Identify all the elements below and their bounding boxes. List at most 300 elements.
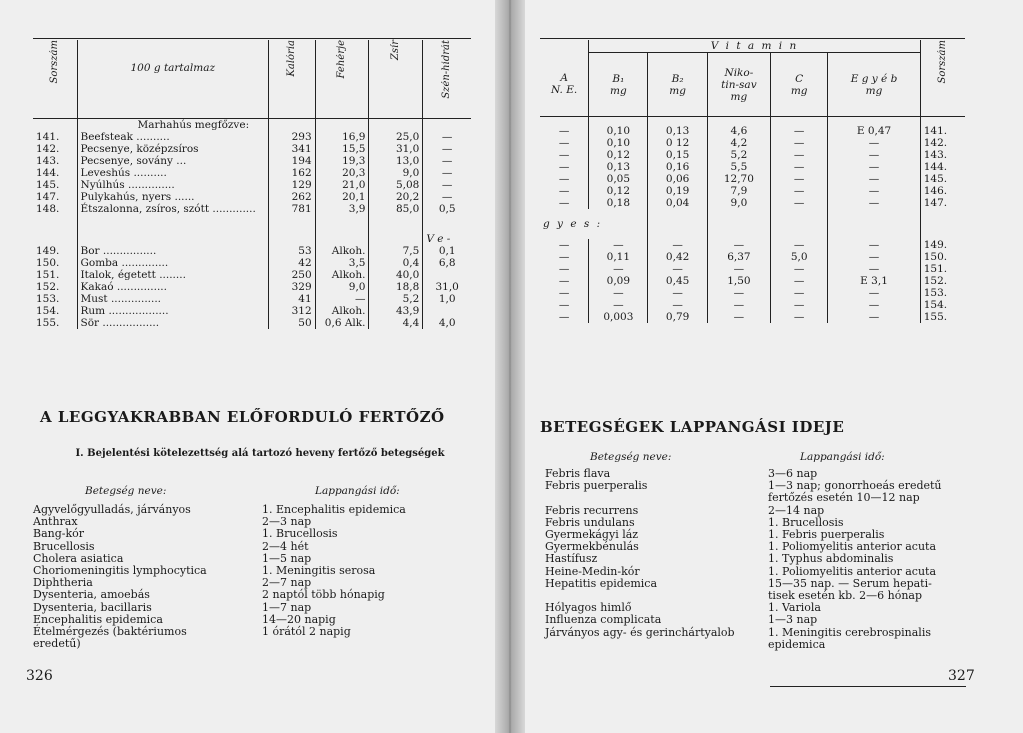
calorie-value: 50 xyxy=(269,317,316,329)
vitamin-b1-value: 0,12 xyxy=(589,149,648,161)
vitamin-c-value: 5,0 xyxy=(771,251,828,263)
table-row xyxy=(540,275,965,287)
carbohydrate-value: — xyxy=(423,167,471,179)
vitamin-b2-value: — xyxy=(648,263,707,275)
header-a: A xyxy=(560,72,568,85)
table-row xyxy=(540,137,965,149)
row-number: 149. xyxy=(36,244,60,257)
row-number: 144. xyxy=(36,166,60,179)
disease-name: Febris undulans xyxy=(545,515,635,529)
vitamin-b1-value: 0,09 xyxy=(589,275,648,287)
carbohydrate-value: 6,8 xyxy=(423,257,471,269)
food-name: Must ............... xyxy=(77,293,269,305)
table-row xyxy=(540,263,965,275)
table-row xyxy=(33,269,471,281)
vitamin-b2-value: 0,79 xyxy=(648,311,707,323)
disease-name: Febris puerperalis xyxy=(545,479,648,493)
carbohydrate-value: — xyxy=(423,131,471,143)
row-number: 147. xyxy=(920,197,965,209)
food-name: Pulykahús, nyers ...... xyxy=(77,191,269,203)
header-100g: 100 g tartalmaz xyxy=(130,62,216,74)
vitamin-c-value: — xyxy=(771,137,828,149)
table-row xyxy=(540,299,965,311)
vitamin-c-value: — xyxy=(771,161,828,173)
incubation-time: 1. Meningitis serosa xyxy=(262,564,376,578)
incubation-time: 3—6 nap xyxy=(768,467,818,480)
row-number: 151. xyxy=(920,263,965,275)
table-row xyxy=(33,155,471,167)
incubation-time: 1. Brucellosis xyxy=(262,527,338,541)
carbohydrate-value: — xyxy=(423,143,471,155)
nicotinic-acid-value: 7,9 xyxy=(707,185,770,197)
vitamin-a-value: — xyxy=(558,136,570,149)
vitamin-c-value: — xyxy=(771,299,828,311)
disease-name: Hastífusz xyxy=(545,552,598,566)
protein-value: Alkoh. xyxy=(315,305,369,317)
vitamin-b1-value: 0,13 xyxy=(589,161,648,173)
header-b2-unit: mg xyxy=(669,84,686,97)
other-vitamin-value: — xyxy=(828,197,920,209)
calorie-value: 329 xyxy=(269,281,316,293)
row-number: 141. xyxy=(920,125,965,137)
other-vitamin-value: — xyxy=(828,239,920,251)
vitamin-b2-value: 0,15 xyxy=(648,149,707,161)
disease-name: Gyermekágyi láz xyxy=(545,528,639,541)
fat-value: 13,0 xyxy=(369,155,423,167)
disease-name: Choriomeningitis lymphocytica xyxy=(33,564,207,578)
protein-value: 3,5 xyxy=(315,257,369,269)
table-row xyxy=(33,245,471,257)
other-vitamin-value: E 3,1 xyxy=(828,275,920,287)
vitamin-b1-value: 0,18 xyxy=(589,197,648,209)
table-row xyxy=(540,161,965,173)
nicotinic-acid-value: 4,6 xyxy=(707,125,770,137)
right-table-top-rule xyxy=(540,38,965,39)
incubation-time: 2—4 hét xyxy=(262,539,309,553)
vitamin-b2-value: 0,16 xyxy=(648,161,707,173)
vitamin-b1-value: 0,11 xyxy=(589,251,648,263)
row-number: 150. xyxy=(920,251,965,263)
vitamin-c-value: — xyxy=(771,239,828,251)
vitamin-b2-value: — xyxy=(648,239,707,251)
vitamin-b2-value: 0,06 xyxy=(648,173,707,185)
disease-name: Influenza complicata xyxy=(545,613,662,627)
row-number: 142. xyxy=(36,142,60,155)
vitamin-a-value: — xyxy=(558,160,570,173)
vitamin-a-value: — xyxy=(558,172,570,185)
incubation-time: 15—35 nap. — Serum hepati- xyxy=(768,576,932,590)
calorie-value: 129 xyxy=(269,179,316,191)
disease-name: Encephalitis epidemica xyxy=(33,612,163,626)
vitamin-b1-value: 0,10 xyxy=(589,137,648,149)
row-number: 143. xyxy=(920,149,965,161)
header-egyeb: E g y é b xyxy=(850,72,898,85)
row-number: 150. xyxy=(36,256,60,269)
disease-name: Cholera asiatica xyxy=(33,551,124,565)
fat-value: 85,0 xyxy=(369,203,423,215)
group-title: Marhahús megfőzve: xyxy=(77,118,269,131)
disease-name: eredetű) xyxy=(33,637,81,651)
disease-name: Agyvelőgyulladás, járványos xyxy=(33,503,191,516)
food-name: Rum .................. xyxy=(77,305,269,317)
vitamin-a-value: — xyxy=(558,286,570,299)
fat-value: 9,0 xyxy=(369,167,423,179)
vitamin-a-value: — xyxy=(558,298,570,311)
row-number: 144. xyxy=(920,161,965,173)
fat-value: 20,2 xyxy=(369,191,423,203)
header-b1-unit: mg xyxy=(610,84,627,97)
incubation-time: 2—7 nap xyxy=(262,576,312,590)
disease-name: Heine-Medin-kór xyxy=(545,564,640,578)
table-row xyxy=(540,125,965,137)
other-vitamin-value: — xyxy=(828,299,920,311)
table-row xyxy=(33,191,471,203)
right-bottom-rule xyxy=(770,686,966,687)
row-number: 155. xyxy=(920,311,965,323)
calorie-value: 781 xyxy=(269,203,316,215)
group-marker-right: g y e s : xyxy=(543,217,603,230)
protein-value: 15,5 xyxy=(315,143,369,155)
vitamin-b1-value: — xyxy=(589,263,648,275)
left-section-subtitle: I. Bejelentési kötelezettség alá tartozó heveny fertőző betegségek xyxy=(75,448,445,459)
incubation-time: tisek esetén kb. 2—6 hónap xyxy=(768,589,923,603)
food-name: Pecsenye, sovány ... xyxy=(77,155,269,167)
row-number: 154. xyxy=(920,299,965,311)
row-number: 148. xyxy=(36,202,60,215)
food-name: Étszalonna, zsíros, szótt ............. xyxy=(77,203,269,215)
other-vitamin-value: E 0,47 xyxy=(828,125,920,137)
vitamin-b1-value: — xyxy=(589,239,648,251)
protein-value: 20,3 xyxy=(315,167,369,179)
protein-value: Alkoh. xyxy=(315,269,369,281)
fat-value: 31,0 xyxy=(369,143,423,155)
protein-value: 3,9 xyxy=(315,203,369,215)
vitamin-c-value: — xyxy=(771,197,828,209)
left-disease-names xyxy=(33,504,258,650)
vitamin-a-value: — xyxy=(558,238,570,251)
incubation-time: fertőzés esetén 10—12 nap xyxy=(768,491,920,505)
fat-value: 40,0 xyxy=(369,269,423,281)
disease-name: Febris flava xyxy=(545,467,611,480)
row-number: 141. xyxy=(36,130,60,143)
header-b1: B₁ xyxy=(612,72,625,85)
vitamin-table xyxy=(540,40,965,323)
nicotinic-acid-value: 6,37 xyxy=(707,251,770,263)
table-row xyxy=(540,197,965,209)
carbohydrate-value xyxy=(423,269,471,281)
incubation-time: 1. Encephalitis epidemica xyxy=(262,503,406,516)
table-row xyxy=(540,149,965,161)
incubation-time: 1. Poliomyelitis anterior acuta xyxy=(768,564,937,578)
nicotinic-acid-value: — xyxy=(707,287,770,299)
vitamin-c-value: — xyxy=(771,275,828,287)
incubation-time: 1. Poliomyelitis anterior acuta xyxy=(768,540,937,554)
incubation-time: 1. Variola xyxy=(768,601,821,615)
fat-value: 0,4 xyxy=(369,257,423,269)
table-row xyxy=(540,287,965,299)
disease-name xyxy=(545,492,765,504)
vitamin-a-value: — xyxy=(558,250,570,263)
row-number: 149. xyxy=(920,239,965,251)
disease-name: Anthrax xyxy=(33,515,78,529)
food-name: Pecsenye, középzsíros xyxy=(77,143,269,155)
vitamin-title: V i t a m i n xyxy=(589,40,921,53)
carbohydrate-value: 4,0 xyxy=(423,317,471,329)
nicotinic-acid-value: 12,70 xyxy=(707,173,770,185)
header-feherje: Fehérje xyxy=(336,40,348,79)
left-col1-header: Betegség neve: xyxy=(85,485,167,497)
carbohydrate-value xyxy=(423,305,471,317)
vitamin-c-value: — xyxy=(771,185,828,197)
calorie-value: 41 xyxy=(269,293,316,305)
table-row xyxy=(540,239,965,251)
vitamin-a-value: — xyxy=(558,274,570,287)
vitamin-b2-value: 0,13 xyxy=(648,125,707,137)
vitamin-b1-value: — xyxy=(589,287,648,299)
row-number: 145. xyxy=(920,173,965,185)
protein-value: 19,3 xyxy=(315,155,369,167)
incubation-time: epidemica xyxy=(768,637,826,651)
book-gutter xyxy=(495,0,525,733)
row-number: 154. xyxy=(36,304,60,317)
protein-value: 20,1 xyxy=(315,191,369,203)
nicotinic-acid-value: 5,5 xyxy=(707,161,770,173)
calorie-value: 194 xyxy=(269,155,316,167)
vitamin-b2-value: 0 12 xyxy=(648,137,707,149)
vitamin-b1-value: 0,05 xyxy=(589,173,648,185)
incubation-time: 1. Typhus abdominalis xyxy=(768,552,894,566)
carbohydrate-value: — xyxy=(423,155,471,167)
calorie-value: 53 xyxy=(269,245,316,257)
calorie-value: 341 xyxy=(269,143,316,155)
vitamin-a-value: — xyxy=(558,184,570,197)
fat-value: 18,8 xyxy=(369,281,423,293)
incubation-time: 1 órától 2 napig xyxy=(262,625,351,639)
disease-name: Brucellosis xyxy=(33,539,95,553)
row-number: 152. xyxy=(36,280,60,293)
fat-value: 7,5 xyxy=(369,245,423,257)
food-name: Gomba .............. xyxy=(77,257,269,269)
header-sorszam-right: Sorszám xyxy=(936,40,948,84)
nicotinic-acid-value: 4,2 xyxy=(707,137,770,149)
row-number: 146. xyxy=(920,185,965,197)
nicotinic-acid-value: — xyxy=(707,299,770,311)
vitamin-b2-value: — xyxy=(648,299,707,311)
fat-value: 5,08 xyxy=(369,179,423,191)
calorie-value: 42 xyxy=(269,257,316,269)
vitamin-b2-value: 0,19 xyxy=(648,185,707,197)
row-number: 142. xyxy=(920,137,965,149)
calorie-value: 262 xyxy=(269,191,316,203)
vitamin-b1-value: 0,10 xyxy=(589,125,648,137)
page-number-left: 326 xyxy=(26,668,53,684)
row-number: 153. xyxy=(920,287,965,299)
header-egyeb-unit: mg xyxy=(865,84,883,97)
vitamin-c-value: — xyxy=(771,125,828,137)
row-number: 153. xyxy=(36,292,60,305)
vitamin-a-value: — xyxy=(558,148,570,161)
disease-name: Ételmérgezés (baktériumos xyxy=(33,625,187,639)
table-row xyxy=(33,317,471,329)
table-row xyxy=(540,173,965,185)
other-vitamin-value: — xyxy=(828,263,920,275)
disease-name: Febris recurrens xyxy=(545,503,639,517)
table-row xyxy=(33,293,471,305)
incubation-time: 1—7 nap xyxy=(262,600,312,614)
calorie-value: 312 xyxy=(269,305,316,317)
protein-value: 0,6 Alk. xyxy=(315,317,369,329)
disease-name: Járványos agy- és gerinchártyalob xyxy=(545,625,735,639)
table-row xyxy=(33,143,471,155)
disease-name: Hólyagos himlő xyxy=(545,601,632,615)
header-nikotinsav: Niko-tin-sav xyxy=(721,66,757,91)
carbohydrate-value: 0,5 xyxy=(423,203,471,215)
incubation-time: 2—3 nap xyxy=(262,515,312,529)
nicotinic-acid-value: — xyxy=(707,239,770,251)
protein-value: Alkoh. xyxy=(315,245,369,257)
vitamin-a-value: — xyxy=(558,262,570,275)
right-section-title: BETEGSÉGEK LAPPANGÁSI IDEJE xyxy=(540,418,845,436)
table-row xyxy=(33,167,471,179)
vitamin-b2-value: 0,45 xyxy=(648,275,707,287)
vitamin-a-value: — xyxy=(558,196,570,209)
food-name: Nyúlhús .............. xyxy=(77,179,269,191)
header-szenhidrat: Szén-hidrát xyxy=(441,40,453,99)
other-vitamin-value: — xyxy=(828,137,920,149)
table-row xyxy=(33,203,471,215)
vitamin-c-value: — xyxy=(771,173,828,185)
vitamin-c-value: — xyxy=(771,287,828,299)
vitamin-c-value: — xyxy=(771,311,828,323)
fat-value: 25,0 xyxy=(369,131,423,143)
other-vitamin-value: — xyxy=(828,149,920,161)
table-row xyxy=(33,179,471,191)
disease-name: Bang-kór xyxy=(33,527,85,541)
food-name: Kakaó ............... xyxy=(77,281,269,293)
incubation-time: 1—5 nap xyxy=(262,551,312,565)
incubation-time: 2—14 nap xyxy=(768,503,825,517)
vitamin-b2-value: 0,04 xyxy=(648,197,707,209)
vitamin-c-value: — xyxy=(771,149,828,161)
carbohydrate-value: 1,0 xyxy=(423,293,471,305)
row-number: 147. xyxy=(36,190,60,203)
nicotinic-acid-value: 9,0 xyxy=(707,197,770,209)
vitamin-b2-value: — xyxy=(648,287,707,299)
incubation-time: 14—20 napig xyxy=(262,612,336,626)
header-c-unit: mg xyxy=(790,84,808,97)
header-c: C xyxy=(795,72,804,85)
table-row xyxy=(540,251,965,263)
nicotinic-acid-value: — xyxy=(707,263,770,275)
incubation-time: 1. Brucellosis xyxy=(768,515,844,529)
nicotinic-acid-value: 5,2 xyxy=(707,149,770,161)
food-name: Italok, égetett ........ xyxy=(77,269,269,281)
other-vitamin-value: — xyxy=(828,287,920,299)
protein-value: 9,0 xyxy=(315,281,369,293)
incubation-time xyxy=(262,638,472,650)
right-disease-names xyxy=(545,468,765,651)
protein-value: — xyxy=(315,293,369,305)
calorie-value: 250 xyxy=(269,269,316,281)
right-col1-header: Betegség neve: xyxy=(590,451,672,463)
disease-name xyxy=(545,639,765,651)
protein-value: 21,0 xyxy=(315,179,369,191)
vitamin-c-value: — xyxy=(771,263,828,275)
protein-value: 16,9 xyxy=(315,131,369,143)
food-name: Beefsteak .......... xyxy=(77,131,269,143)
table-row xyxy=(540,311,965,323)
table-row xyxy=(33,257,471,269)
incubation-time: 1. Meningitis cerebrospinalis xyxy=(768,625,931,639)
left-col2-header: Lappangási idő: xyxy=(315,485,400,497)
row-number: 151. xyxy=(36,268,60,281)
food-name: Leveshús .......... xyxy=(77,167,269,179)
header-sorszam: Sorszám xyxy=(48,40,60,84)
header-kaloria: Kalória xyxy=(285,40,297,77)
vitamin-a-value: — xyxy=(558,310,570,323)
nicotinic-acid-value: 1,50 xyxy=(707,275,770,287)
disease-name: Hepatitis epidemica xyxy=(545,576,658,590)
carbohydrate-value: 31,0 xyxy=(423,281,471,293)
right-col2-header: Lappangási idő: xyxy=(800,451,885,463)
header-zsir: Zsír xyxy=(389,40,401,61)
fat-value: 4,4 xyxy=(369,317,423,329)
vitamin-b1-value: — xyxy=(589,299,648,311)
food-name: Bor ................ xyxy=(77,245,269,257)
row-number: 145. xyxy=(36,178,60,191)
table-row xyxy=(33,305,471,317)
incubation-time: 1—3 nap xyxy=(768,613,818,627)
other-vitamin-value: — xyxy=(828,311,920,323)
table-row xyxy=(33,281,471,293)
header-b2: B₂ xyxy=(671,72,684,85)
disease-name: Gyermekbénulás xyxy=(545,540,639,554)
food-name: Sör ................. xyxy=(77,317,269,329)
disease-name: Dysenteria, amoebás xyxy=(33,588,150,602)
table-row xyxy=(33,131,471,143)
other-vitamin-value: — xyxy=(828,161,920,173)
disease-name: Diphtheria xyxy=(33,576,93,590)
calorie-value: 162 xyxy=(269,167,316,179)
row-number: 152. xyxy=(920,275,965,287)
incubation-time: 2 naptól több hónapig xyxy=(262,588,385,602)
vitamin-b1-value: 0,12 xyxy=(589,185,648,197)
right-incubation-times xyxy=(768,468,968,651)
other-vitamin-value: — xyxy=(828,251,920,263)
carbohydrate-value: 0,1 xyxy=(423,245,471,257)
carbohydrate-value: — xyxy=(423,191,471,203)
group-marker: V e - xyxy=(423,215,471,245)
incubation-time: 1—3 nap; gonorrhoeás eredetű xyxy=(768,479,942,493)
page-number-right: 327 xyxy=(948,668,975,684)
left-incubation-times xyxy=(262,504,472,650)
row-number: 143. xyxy=(36,154,60,167)
fat-value: 5,2 xyxy=(369,293,423,305)
nutrition-table xyxy=(33,40,471,329)
row-number: 155. xyxy=(36,316,60,329)
carbohydrate-value: — xyxy=(423,179,471,191)
other-vitamin-value: — xyxy=(828,185,920,197)
left-section-title: A LEGGYAKRABBAN ELŐFORDULÓ FERTŐZŐ xyxy=(40,408,445,426)
table-row xyxy=(540,185,965,197)
other-vitamin-value: — xyxy=(828,173,920,185)
left-table-top-rule xyxy=(33,38,471,39)
vitamin-b2-value: 0,42 xyxy=(648,251,707,263)
header-nic-unit: mg xyxy=(730,90,748,103)
incubation-time: 1. Febris puerperalis xyxy=(768,528,885,542)
fat-value: 43,9 xyxy=(369,305,423,317)
nicotinic-acid-value: — xyxy=(707,311,770,323)
